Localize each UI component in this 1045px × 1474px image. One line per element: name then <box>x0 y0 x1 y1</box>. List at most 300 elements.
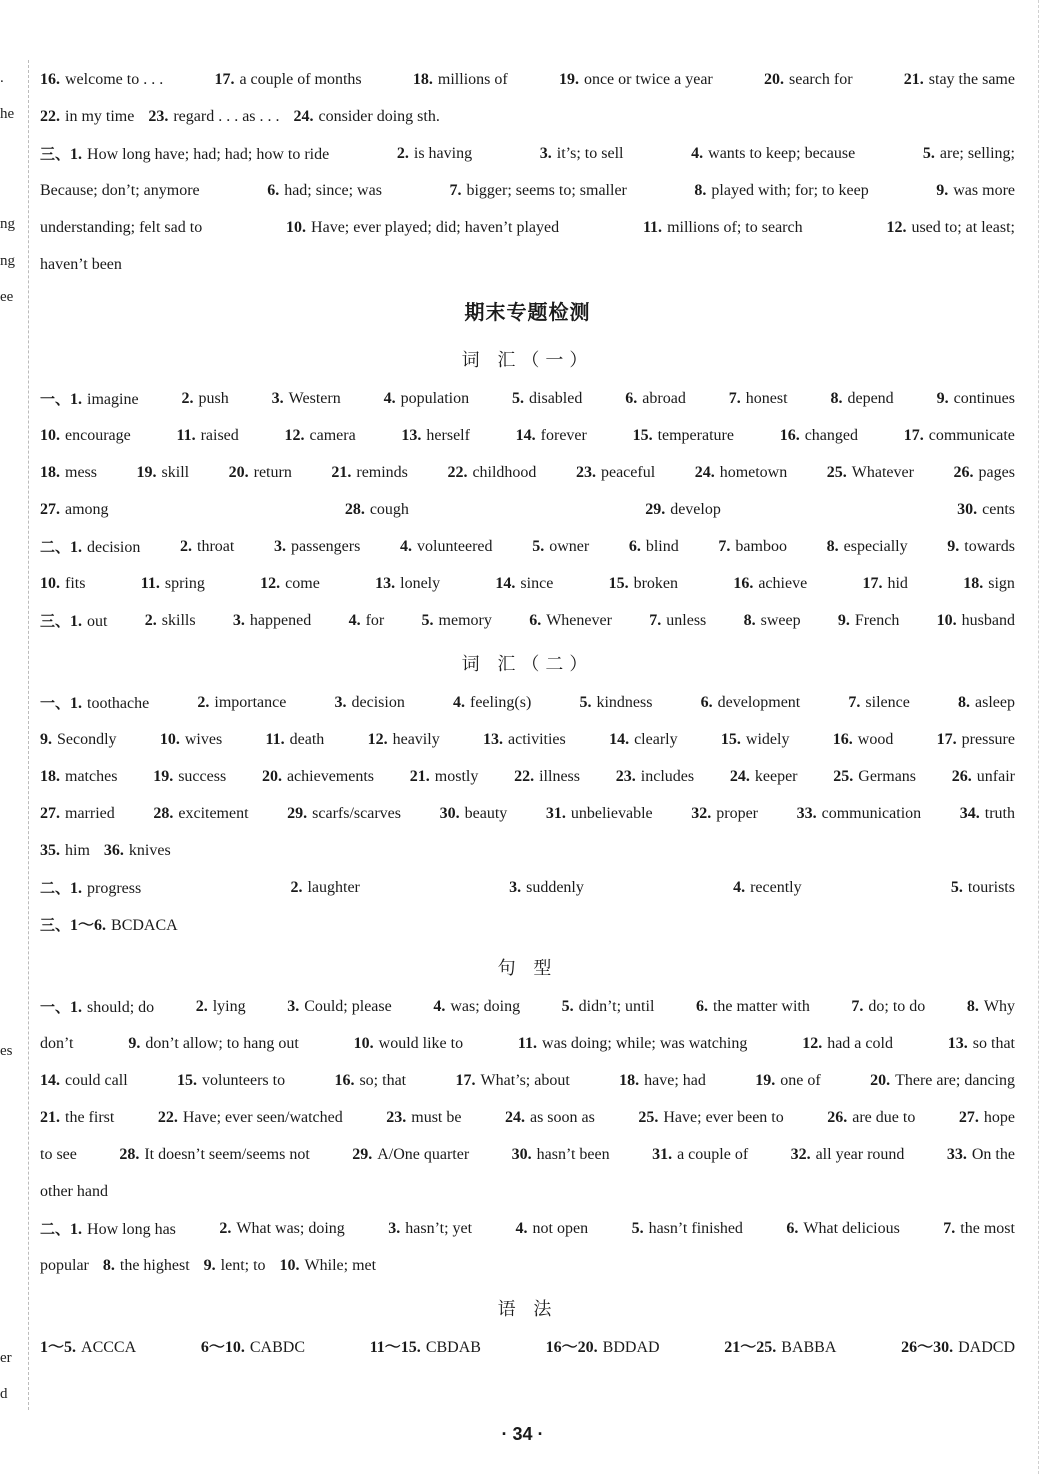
answer-number: 2. <box>396 145 409 162</box>
answer-item <box>285 420 356 457</box>
answer-line <box>40 1213 1015 1250</box>
answer-number: 3. <box>509 879 522 896</box>
answer-text: communicate <box>928 427 1015 444</box>
answer-item <box>509 872 584 909</box>
answer-text: regard . . . as . . . <box>173 108 280 125</box>
answer-item <box>724 1332 836 1369</box>
answer-number: 12. <box>802 1035 823 1052</box>
margin-fragment: d <box>0 1386 8 1402</box>
answer-item <box>219 1213 344 1250</box>
answer-item <box>160 724 222 761</box>
answer-text: skill <box>161 464 190 481</box>
answer-number: 14. <box>609 731 630 748</box>
answer-number: 30. <box>439 805 460 822</box>
answer-line <box>40 64 1015 101</box>
answer-number: 27. <box>40 805 60 822</box>
answer-item <box>958 687 1015 724</box>
answer-number: 19. <box>558 71 579 88</box>
answer-number: 22. <box>157 1109 178 1126</box>
answer-item <box>388 1213 472 1250</box>
answer-text: While; met <box>304 1257 377 1274</box>
answer-item <box>375 568 440 605</box>
answer-text: Have; ever been to <box>663 1109 784 1126</box>
answer-item <box>280 1250 377 1287</box>
answer-item <box>397 138 472 175</box>
answer-item <box>40 687 149 724</box>
answer-line <box>40 383 1015 420</box>
answer-line <box>40 1139 1015 1176</box>
answer-number: 21. <box>903 71 924 88</box>
answer-line <box>40 724 1015 761</box>
answer-text: used to; at least; <box>911 219 1015 236</box>
answer-number: 22. <box>40 108 60 125</box>
answer-text: achievements <box>286 768 375 785</box>
vocab1-answers <box>40 383 1015 642</box>
answer-item <box>104 835 171 872</box>
answer-text: excitement <box>178 805 249 822</box>
answer-line <box>40 1176 1015 1213</box>
answer-text: happened <box>249 612 312 629</box>
answer-item <box>294 101 440 138</box>
answer-item <box>744 605 801 642</box>
answer-number: 18. <box>412 71 433 88</box>
answer-text: must be <box>411 1109 462 1126</box>
answer-number: 一、1. <box>40 390 83 408</box>
answer-item <box>518 1028 747 1065</box>
answer-text: hometown <box>719 464 788 481</box>
answer-item <box>196 991 246 1028</box>
answer-number: 17. <box>936 731 957 748</box>
answer-item <box>177 1065 285 1102</box>
answer-text: had a cold <box>827 1035 893 1052</box>
answer-item <box>952 761 1015 798</box>
answer-item <box>632 1213 743 1250</box>
answer-item <box>410 761 479 798</box>
answer-text: cents <box>982 501 1015 518</box>
answer-item <box>957 494 1015 531</box>
answer-number: 24. <box>694 464 715 481</box>
answer-text: widely <box>745 731 790 748</box>
right-edge-divider <box>1038 0 1039 1474</box>
answer-number: 35. <box>40 842 60 859</box>
answer-number: 13. <box>947 1035 968 1052</box>
answer-number: 28. <box>344 501 365 518</box>
answer-number: 8. <box>966 998 979 1015</box>
answer-number: 11. <box>517 1035 538 1052</box>
answer-number: 8. <box>957 694 970 711</box>
answer-number: 29. <box>352 1146 373 1163</box>
answer-number: 4. <box>733 879 746 896</box>
answer-item <box>851 991 925 1028</box>
answer-item <box>153 761 226 798</box>
answer-item <box>229 457 292 494</box>
answer-item <box>802 1028 893 1065</box>
answer-number: 27. <box>958 1109 979 1126</box>
answer-text: to see <box>40 1146 77 1163</box>
answer-text: in my time <box>65 108 135 125</box>
answer-text: consider doing sth. <box>318 108 440 125</box>
answer-text: disabled <box>529 390 583 407</box>
answer-item <box>609 724 678 761</box>
answer-text: continues <box>953 390 1015 407</box>
answer-text: How long have; had; had; how to ride <box>87 146 330 163</box>
answer-number: 11. <box>642 219 663 236</box>
answer-text: childhood <box>472 464 537 481</box>
answer-text: lent; to <box>220 1257 266 1274</box>
answer-number: 7. <box>943 1220 956 1237</box>
answer-text: feeling(s) <box>469 694 532 711</box>
answer-item <box>870 1065 1015 1102</box>
answer-item <box>625 383 686 420</box>
answer-item <box>214 64 361 101</box>
answer-text: communication <box>821 805 922 822</box>
answer-number: 8. <box>102 1257 115 1274</box>
answer-number: 5. <box>950 879 963 896</box>
answer-number: 24. <box>729 768 750 785</box>
answer-text: should; do <box>87 999 155 1016</box>
answer-text: suddenly <box>526 879 584 896</box>
answer-number: 10. <box>279 1257 300 1274</box>
answer-item <box>827 531 908 568</box>
answer-number: 19. <box>153 768 174 785</box>
answer-text: French <box>854 612 900 629</box>
answer-text: recently <box>750 879 802 896</box>
answer-text: do; to do <box>868 998 926 1015</box>
answer-item <box>562 991 655 1028</box>
answer-number: 9. <box>936 390 949 407</box>
answer-number: 7. <box>848 694 861 711</box>
answer-text: throat <box>197 538 235 555</box>
answer-item <box>638 1102 783 1139</box>
answer-number: 12. <box>284 427 305 444</box>
answer-item <box>937 383 1015 420</box>
answer-text: was doing; while; was watching <box>542 1035 748 1052</box>
answer-text: millions of <box>437 71 508 88</box>
answer-text: changed <box>804 427 858 444</box>
answer-line <box>40 494 1015 531</box>
answer-number: 18. <box>619 1072 640 1089</box>
answer-line <box>40 1065 1015 1102</box>
answer-item <box>649 605 706 642</box>
answer-number: 10. <box>936 612 957 629</box>
answer-number: 5. <box>579 694 592 711</box>
answer-text: the matter with <box>712 998 810 1015</box>
answer-number: 7. <box>718 538 731 555</box>
answer-number: 6. <box>700 694 713 711</box>
answer-number: 21. <box>331 464 352 481</box>
answer-item <box>729 383 788 420</box>
answer-number: 1～5. <box>40 1339 77 1356</box>
answer-item <box>579 687 652 724</box>
answer-item <box>352 1139 469 1176</box>
answer-item <box>40 1250 89 1287</box>
answer-item <box>937 724 1015 761</box>
answer-item <box>331 457 408 494</box>
answer-text: towards <box>964 538 1015 555</box>
answer-number: 30. <box>957 501 978 518</box>
answer-text: didn’t; until <box>578 998 655 1015</box>
answer-line <box>40 101 1015 138</box>
answer-number: 17. <box>455 1072 476 1089</box>
answer-text: for <box>365 612 385 629</box>
answer-text: spring <box>164 575 205 592</box>
answer-text: CBDAB <box>425 1339 481 1356</box>
answer-number: 3. <box>232 612 245 629</box>
answer-text: the first <box>65 1109 115 1126</box>
answer-text: Whatever <box>851 464 914 481</box>
answer-number: 3. <box>388 1220 401 1237</box>
answer-text: are; selling; <box>939 145 1015 162</box>
answer-text: raised <box>200 427 239 444</box>
answer-text: husband <box>961 612 1015 629</box>
answer-text: includes <box>640 768 695 785</box>
answer-item <box>40 991 154 1028</box>
answer-text: had; since; was <box>284 182 382 199</box>
answer-text: illness <box>539 768 580 785</box>
answer-number: 7. <box>649 612 662 629</box>
page-number: · 34 · <box>501 1424 544 1444</box>
answer-number: 17. <box>903 427 924 444</box>
answer-number: 23. <box>148 108 169 125</box>
answer-item <box>40 138 329 175</box>
answer-item <box>40 1332 136 1369</box>
answer-item <box>440 798 508 835</box>
answer-item <box>449 175 626 212</box>
answer-line <box>40 457 1015 494</box>
answer-number: 5. <box>512 390 525 407</box>
answer-number: 16. <box>334 1072 355 1089</box>
answer-text: death <box>289 731 325 748</box>
answer-number: 13. <box>375 575 396 592</box>
answer-item <box>40 175 200 212</box>
answer-text: search for <box>789 71 853 88</box>
answer-item <box>730 761 798 798</box>
answer-text: hasn’t been <box>536 1146 610 1163</box>
answer-text: all year round <box>815 1146 905 1163</box>
answer-text: pages <box>978 464 1015 481</box>
answer-item <box>40 531 140 568</box>
answer-item <box>40 1102 114 1139</box>
answer-item <box>901 1332 1015 1369</box>
answer-item <box>413 64 508 101</box>
answer-text: was; doing <box>450 998 521 1015</box>
answer-text: A/One quarter <box>377 1146 470 1163</box>
answer-item <box>514 761 580 798</box>
answer-text: the highest <box>119 1257 190 1274</box>
answer-item <box>923 138 1015 175</box>
answer-item <box>137 457 190 494</box>
answer-item <box>960 798 1015 835</box>
answer-number: 4. <box>383 390 396 407</box>
margin-fragment: he <box>0 106 15 122</box>
answer-item <box>201 1332 305 1369</box>
answer-number: 20. <box>870 1072 891 1089</box>
answer-text: truth <box>984 805 1015 822</box>
answer-item <box>40 872 141 909</box>
answer-number: 15. <box>632 427 653 444</box>
answer-text: sweep <box>760 612 801 629</box>
answer-number: 21. <box>40 1109 60 1126</box>
answer-number: 4. <box>400 538 412 555</box>
answer-text: other hand <box>40 1183 108 1200</box>
answer-text: Could; please <box>304 998 392 1015</box>
answer-item <box>540 138 624 175</box>
answer-number: 8. <box>743 612 756 629</box>
answer-text: Have; ever played; did; haven’t played <box>311 219 560 236</box>
answer-text: could call <box>65 1072 128 1089</box>
answer-text: bigger; seems to; smaller <box>466 182 627 199</box>
answer-item <box>180 531 234 568</box>
answer-number: 9. <box>40 731 52 748</box>
answer-number: 3. <box>539 145 552 162</box>
answer-number: 2. <box>219 1220 232 1237</box>
answer-text: BCDACA <box>111 917 178 934</box>
answer-number: 18. <box>40 464 60 481</box>
answer-number: 三、1. <box>40 145 83 163</box>
answer-item <box>40 101 134 138</box>
answer-item <box>733 568 807 605</box>
answer-text: as soon as <box>529 1109 595 1126</box>
answer-text: volunteers to <box>202 1072 286 1089</box>
answer-text: unless <box>666 612 707 629</box>
answer-number: 6. <box>625 390 638 407</box>
answer-item <box>951 872 1015 909</box>
answer-line <box>40 1332 1015 1369</box>
answer-item <box>780 420 858 457</box>
answer-item <box>936 175 1015 212</box>
answer-item <box>791 1139 905 1176</box>
answer-text: proper <box>716 805 758 822</box>
answer-item <box>262 761 374 798</box>
answer-text: There are; dancing <box>895 1072 1015 1089</box>
answer-item <box>148 101 279 138</box>
answer-text: lonely <box>400 575 441 592</box>
answer-item <box>947 1139 1015 1176</box>
answer-item <box>40 383 139 420</box>
answer-item <box>40 724 117 761</box>
answer-text: return <box>253 464 292 481</box>
answer-item <box>354 1028 463 1065</box>
answer-text: pressure <box>961 731 1015 748</box>
answer-item <box>701 687 801 724</box>
answer-number: 2. <box>180 538 193 555</box>
answer-text: kindness <box>596 694 653 711</box>
answer-item <box>645 494 721 531</box>
answer-item <box>266 724 325 761</box>
answer-text: it’s; to sell <box>556 145 624 162</box>
answer-item <box>40 605 107 642</box>
answer-number: 3. <box>274 538 287 555</box>
answer-number: 31. <box>545 805 566 822</box>
answer-item <box>40 420 131 457</box>
answer-text: scarfs/scarves <box>312 805 401 822</box>
answer-number: 19. <box>755 1072 776 1089</box>
answer-number: 5. <box>922 145 935 162</box>
answer-number: 22. <box>447 464 468 481</box>
answer-number: 10. <box>40 427 60 444</box>
answer-text: imagine <box>87 391 139 408</box>
answer-item <box>609 568 678 605</box>
answer-number: 5. <box>532 538 545 555</box>
answer-item <box>40 1028 73 1065</box>
answer-text: encourage <box>65 427 131 444</box>
answer-item <box>197 687 286 724</box>
answer-number: 26. <box>827 1109 848 1126</box>
answer-number: 24. <box>293 108 314 125</box>
answer-number: 18. <box>963 575 984 592</box>
answer-text: camera <box>309 427 356 444</box>
answer-item <box>290 872 359 909</box>
answer-item <box>959 1102 1015 1139</box>
answer-item <box>349 605 385 642</box>
answer-item <box>652 1139 748 1176</box>
answer-text: passengers <box>291 538 361 555</box>
answer-text: Why <box>983 998 1015 1015</box>
answer-item <box>447 457 536 494</box>
answer-text: How long has <box>87 1221 176 1238</box>
answer-line <box>40 420 1015 457</box>
left-margin-fragments <box>0 0 22 1474</box>
answer-text: hid <box>887 575 908 592</box>
answer-number: 9. <box>837 612 850 629</box>
answer-item <box>400 531 493 568</box>
answer-item <box>827 457 914 494</box>
answer-text: don’t allow; to hang out <box>145 1035 299 1052</box>
answer-number: 6. <box>529 612 542 629</box>
answer-text: beauty <box>464 805 508 822</box>
margin-fragment: er <box>0 1350 12 1366</box>
answer-item <box>272 383 341 420</box>
answer-item <box>433 991 520 1028</box>
answer-number: 9. <box>947 538 960 555</box>
answer-number: 5. <box>561 998 574 1015</box>
answer-block-top <box>40 64 1015 286</box>
answer-number: 12. <box>886 219 907 236</box>
answer-item <box>153 798 248 835</box>
answer-item <box>103 1250 190 1287</box>
answer-item <box>40 761 117 798</box>
answer-line <box>40 1250 1015 1287</box>
answer-text: skills <box>161 612 196 629</box>
answer-number: 16～20. <box>545 1339 598 1356</box>
answer-item <box>691 798 758 835</box>
answer-text: depend <box>847 390 894 407</box>
answer-item <box>833 761 916 798</box>
answer-number: 10. <box>353 1035 374 1052</box>
vocab2-answers <box>40 687 1015 946</box>
answer-text: so that <box>972 1035 1015 1052</box>
answer-item <box>764 64 853 101</box>
answer-item <box>384 383 469 420</box>
answer-item <box>40 1213 176 1250</box>
answer-item <box>516 1213 589 1250</box>
answer-item <box>40 1139 77 1176</box>
answer-page <box>40 64 1015 1369</box>
answer-text: It doesn’t seem/seems not <box>144 1146 310 1163</box>
answer-number: 17. <box>862 575 883 592</box>
answer-text: unbelievable <box>570 805 653 822</box>
answer-text: owner <box>549 538 590 555</box>
answer-item <box>830 383 893 420</box>
answer-line <box>40 1102 1015 1139</box>
answer-number: 29. <box>287 805 308 822</box>
answer-number: 13. <box>401 427 422 444</box>
answer-item <box>334 1065 406 1102</box>
answer-number: 33. <box>796 805 817 822</box>
answer-number: 20. <box>261 768 282 785</box>
answer-line <box>40 175 1015 212</box>
answer-text: Secondly <box>57 731 117 748</box>
